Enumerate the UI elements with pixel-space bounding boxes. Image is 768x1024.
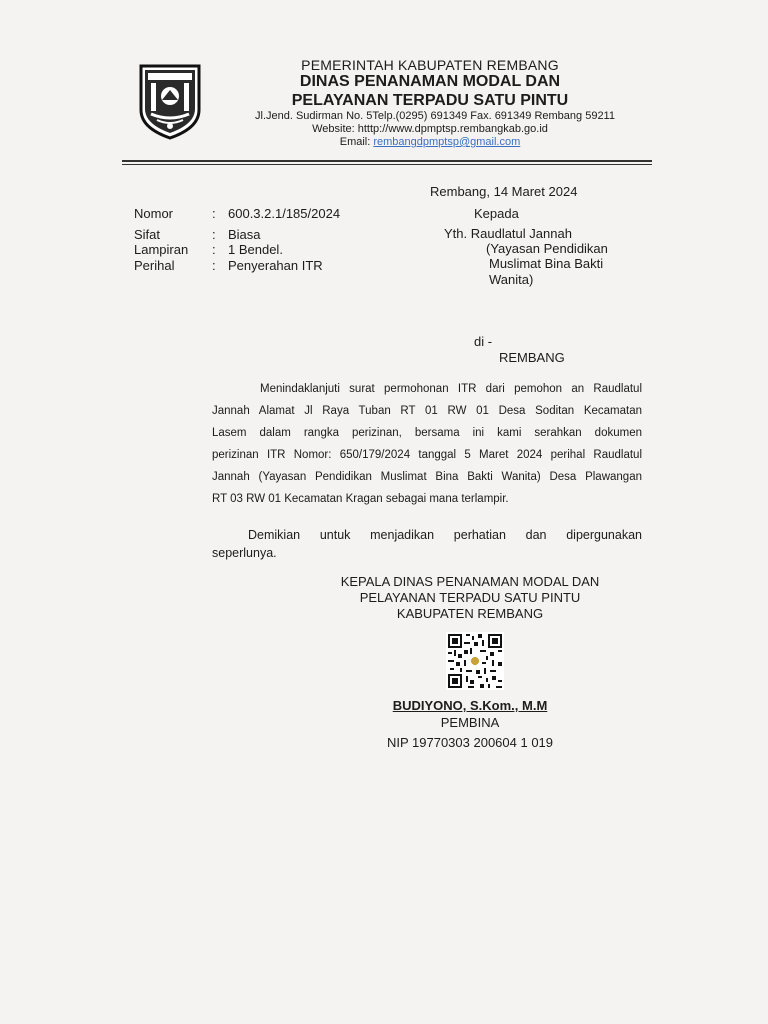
letterhead-rule-thin — [122, 164, 652, 165]
body-line: Jannah (Yayasan Pendidikan Muslimat Bina Bakti Wanita) Desa Plawangan — [212, 471, 642, 483]
meta-separator: : — [212, 227, 216, 242]
signer-title-line3: KABUPATEN REMBANG — [396, 606, 544, 621]
meta-separator: : — [212, 206, 216, 221]
letter-date: Rembang, 14 Maret 2024 — [430, 184, 578, 199]
office-name-line1: DINAS PENANAMAN MODAL DAN — [299, 73, 561, 90]
qr-code — [446, 632, 504, 690]
lampiran-value: 1 Bendel. — [228, 242, 283, 257]
sifat-value: Biasa — [228, 227, 261, 242]
signer-nip: NIP 19770303 200604 1 019 — [386, 735, 554, 750]
body-line: RT 03 RW 01 Kecamatan Kragan sebagai mana terlampir. — [212, 493, 509, 505]
nomor-value: 600.3.2.1/185/2024 — [228, 206, 341, 221]
body-paragraph-1 — [212, 378, 642, 510]
recipient-line2: (Yayasan Pendidikan — [486, 241, 608, 256]
office-name-line2: PELAYANAN TERPADU SATU PINTU — [291, 92, 569, 109]
office-address: Jl.Jend. Sudirman No. 5Telp.(0295) 691349 Fax. 691349 Rembang 59211 — [255, 110, 615, 122]
office-website: Website: htttp://www.dpmptsp.rembangkab.go.id — [312, 123, 548, 135]
recipient-city: REMBANG — [499, 350, 565, 365]
lampiran-label: Lampiran — [134, 242, 189, 257]
recipient-di: di - — [474, 334, 493, 349]
meta-separator: : — [212, 242, 216, 257]
signer-title-line1: KEPALA DINAS PENANAMAN MODAL DAN — [340, 574, 600, 589]
body-line: Demikian untuk menjadikan perhatian dan dipergunakan — [248, 528, 642, 542]
office-email — [230, 136, 630, 148]
email-label: Email: — [339, 136, 374, 148]
letterhead-rule-thick — [122, 160, 652, 162]
body-line: Jannah Alamat Jl Raya Tuban RT 01 RW 01 Desa Soditan Kecamatan — [212, 405, 642, 417]
body-line: Lasem dalam rangka perizinan, bersama ini kami serahkan dokumen — [212, 427, 642, 439]
body-paragraph-2 — [212, 526, 642, 562]
signer-title-line2: PELAYANAN TERPADU SATU PINTU — [359, 590, 581, 605]
body-line: perizinan ITR Nomor: 650/179/2024 tanggal 5 Maret 2024 perihal Raudlatul — [212, 449, 642, 461]
meta-separator: : — [212, 258, 216, 273]
recipient-line3: Muslimat Bina Bakti — [489, 256, 604, 271]
signer-name: BUDIYONO, S.Kom., M.M — [392, 698, 548, 713]
email-link[interactable]: rembangdpmptsp@gmail.com — [373, 136, 521, 148]
government-name: PEMERINTAH KABUPATEN REMBANG — [301, 57, 559, 73]
sifat-label: Sifat — [134, 227, 161, 242]
perihal-value: Penyerahan ITR — [228, 258, 323, 273]
body-line: Menindaklanjuti surat permohonan ITR dari pemohon an Raudlatul — [260, 383, 642, 395]
kepada-label: Kepada — [474, 206, 519, 221]
perihal-label: Perihal — [134, 258, 175, 273]
recipient-line4: Wanita) — [489, 272, 534, 287]
signer-rank: PEMBINA — [440, 715, 500, 730]
regency-crest-logo — [137, 62, 203, 140]
body-line: seperlunya. — [212, 546, 277, 560]
nomor-label: Nomor — [134, 206, 174, 221]
recipient-name: Yth. Raudlatul Jannah — [444, 226, 572, 241]
